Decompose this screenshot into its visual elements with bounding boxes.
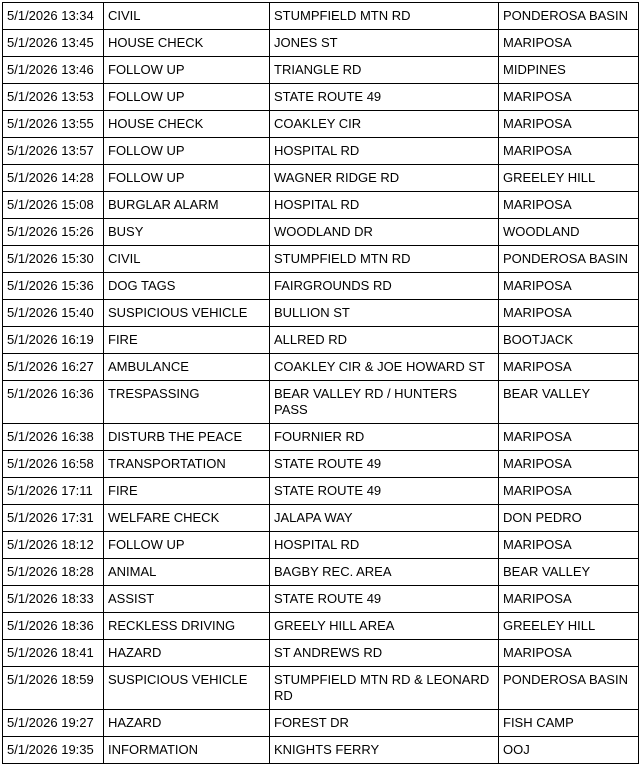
- call-location-cell: COAKLEY CIR & JOE HOWARD ST: [270, 354, 499, 381]
- call-location-cell: STUMPFIELD MTN RD & LEONARD RD: [270, 667, 499, 710]
- table-row: [3, 451, 639, 478]
- call-datetime-cell: 5/1/2026 13:53: [3, 84, 104, 111]
- call-location-cell: BULLION ST: [270, 300, 499, 327]
- call-location-cell: ALLRED RD: [270, 327, 499, 354]
- call-type-cell: RECKLESS DRIVING: [104, 613, 270, 640]
- call-type-cell: TRESPASSING: [104, 381, 270, 424]
- call-type-cell: FOLLOW UP: [104, 532, 270, 559]
- call-location-cell: STATE ROUTE 49: [270, 451, 499, 478]
- call-location-cell: FOURNIER RD: [270, 424, 499, 451]
- call-datetime-cell: 5/1/2026 13:46: [3, 57, 104, 84]
- call-location-cell: COAKLEY CIR: [270, 111, 499, 138]
- call-type-cell: FOLLOW UP: [104, 84, 270, 111]
- call-location-cell: JALAPA WAY: [270, 505, 499, 532]
- call-type-cell: HAZARD: [104, 710, 270, 737]
- table-row: [3, 381, 639, 424]
- call-log-body: [3, 3, 639, 764]
- call-location-cell: ST ANDREWS RD: [270, 640, 499, 667]
- call-datetime-cell: 5/1/2026 16:38: [3, 424, 104, 451]
- call-location-cell: HOSPITAL RD: [270, 532, 499, 559]
- call-area-cell: FISH CAMP: [499, 710, 639, 737]
- call-datetime-cell: 5/1/2026 19:27: [3, 710, 104, 737]
- call-type-cell: HOUSE CHECK: [104, 111, 270, 138]
- call-type-cell: SUSPICIOUS VEHICLE: [104, 300, 270, 327]
- table-row: [3, 219, 639, 246]
- call-location-cell: FOREST DR: [270, 710, 499, 737]
- call-location-cell: STATE ROUTE 49: [270, 84, 499, 111]
- call-datetime-cell: 5/1/2026 15:36: [3, 273, 104, 300]
- table-row: [3, 710, 639, 737]
- call-area-cell: OOJ: [499, 737, 639, 764]
- call-datetime-cell: 5/1/2026 18:36: [3, 613, 104, 640]
- table-row: [3, 246, 639, 273]
- table-row: [3, 111, 639, 138]
- call-datetime-cell: 5/1/2026 16:27: [3, 354, 104, 381]
- call-type-cell: DISTURB THE PEACE: [104, 424, 270, 451]
- call-location-cell: GREELY HILL AREA: [270, 613, 499, 640]
- call-type-cell: TRANSPORTATION: [104, 451, 270, 478]
- table-row: [3, 424, 639, 451]
- call-type-cell: BUSY: [104, 219, 270, 246]
- call-datetime-cell: 5/1/2026 15:08: [3, 192, 104, 219]
- call-type-cell: ASSIST: [104, 586, 270, 613]
- table-row: [3, 586, 639, 613]
- call-area-cell: MARIPOSA: [499, 111, 639, 138]
- table-row: [3, 57, 639, 84]
- call-area-cell: MARIPOSA: [499, 84, 639, 111]
- call-type-cell: SUSPICIOUS VEHICLE: [104, 667, 270, 710]
- table-row: [3, 84, 639, 111]
- call-type-cell: DOG TAGS: [104, 273, 270, 300]
- call-type-cell: WELFARE CHECK: [104, 505, 270, 532]
- call-datetime-cell: 5/1/2026 16:19: [3, 327, 104, 354]
- call-datetime-cell: 5/1/2026 15:26: [3, 219, 104, 246]
- call-area-cell: MARIPOSA: [499, 30, 639, 57]
- call-location-cell: TRIANGLE RD: [270, 57, 499, 84]
- call-datetime-cell: 5/1/2026 15:40: [3, 300, 104, 327]
- call-location-cell: FAIRGROUNDS RD: [270, 273, 499, 300]
- call-datetime-cell: 5/1/2026 16:58: [3, 451, 104, 478]
- table-row: [3, 613, 639, 640]
- call-location-cell: JONES ST: [270, 30, 499, 57]
- call-type-cell: AMBULANCE: [104, 354, 270, 381]
- table-row: [3, 165, 639, 192]
- table-row: [3, 737, 639, 764]
- call-log-table: [2, 2, 639, 764]
- call-type-cell: INFORMATION: [104, 737, 270, 764]
- call-datetime-cell: 5/1/2026 13:45: [3, 30, 104, 57]
- call-area-cell: BEAR VALLEY: [499, 559, 639, 586]
- call-location-cell: WAGNER RIDGE RD: [270, 165, 499, 192]
- call-type-cell: FOLLOW UP: [104, 138, 270, 165]
- call-datetime-cell: 5/1/2026 17:11: [3, 478, 104, 505]
- call-type-cell: FOLLOW UP: [104, 57, 270, 84]
- call-type-cell: HOUSE CHECK: [104, 30, 270, 57]
- call-area-cell: MARIPOSA: [499, 640, 639, 667]
- call-location-cell: STATE ROUTE 49: [270, 478, 499, 505]
- call-datetime-cell: 5/1/2026 13:57: [3, 138, 104, 165]
- table-row: [3, 327, 639, 354]
- call-area-cell: MARIPOSA: [499, 586, 639, 613]
- call-area-cell: MARIPOSA: [499, 532, 639, 559]
- call-area-cell: GREELEY HILL: [499, 165, 639, 192]
- call-datetime-cell: 5/1/2026 14:28: [3, 165, 104, 192]
- table-row: [3, 559, 639, 586]
- call-location-cell: HOSPITAL RD: [270, 192, 499, 219]
- call-location-cell: HOSPITAL RD: [270, 138, 499, 165]
- call-area-cell: PONDEROSA BASIN: [499, 667, 639, 710]
- call-type-cell: FIRE: [104, 478, 270, 505]
- call-datetime-cell: 5/1/2026 18:41: [3, 640, 104, 667]
- call-area-cell: MARIPOSA: [499, 192, 639, 219]
- call-location-cell: STUMPFIELD MTN RD: [270, 3, 499, 30]
- table-row: [3, 532, 639, 559]
- call-area-cell: MARIPOSA: [499, 354, 639, 381]
- call-datetime-cell: 5/1/2026 13:55: [3, 111, 104, 138]
- call-datetime-cell: 5/1/2026 18:28: [3, 559, 104, 586]
- table-row: [3, 640, 639, 667]
- call-type-cell: CIVIL: [104, 246, 270, 273]
- call-datetime-cell: 5/1/2026 19:35: [3, 737, 104, 764]
- call-area-cell: MIDPINES: [499, 57, 639, 84]
- call-area-cell: PONDEROSA BASIN: [499, 246, 639, 273]
- call-type-cell: FIRE: [104, 327, 270, 354]
- call-area-cell: MARIPOSA: [499, 300, 639, 327]
- call-datetime-cell: 5/1/2026 18:33: [3, 586, 104, 613]
- call-area-cell: BOOTJACK: [499, 327, 639, 354]
- table-row: [3, 138, 639, 165]
- call-type-cell: BURGLAR ALARM: [104, 192, 270, 219]
- call-type-cell: CIVIL: [104, 3, 270, 30]
- table-row: [3, 667, 639, 710]
- call-type-cell: ANIMAL: [104, 559, 270, 586]
- call-area-cell: WOODLAND: [499, 219, 639, 246]
- call-datetime-cell: 5/1/2026 18:12: [3, 532, 104, 559]
- table-row: [3, 300, 639, 327]
- call-datetime-cell: 5/1/2026 15:30: [3, 246, 104, 273]
- call-datetime-cell: 5/1/2026 18:59: [3, 667, 104, 710]
- call-location-cell: BAGBY REC. AREA: [270, 559, 499, 586]
- call-type-cell: HAZARD: [104, 640, 270, 667]
- call-area-cell: PONDEROSA BASIN: [499, 3, 639, 30]
- call-area-cell: GREELEY HILL: [499, 613, 639, 640]
- table-row: [3, 192, 639, 219]
- call-area-cell: MARIPOSA: [499, 424, 639, 451]
- call-location-cell: KNIGHTS FERRY: [270, 737, 499, 764]
- table-row: [3, 478, 639, 505]
- table-row: [3, 273, 639, 300]
- call-datetime-cell: 5/1/2026 13:34: [3, 3, 104, 30]
- call-area-cell: DON PEDRO: [499, 505, 639, 532]
- call-location-cell: STUMPFIELD MTN RD: [270, 246, 499, 273]
- call-location-cell: WOODLAND DR: [270, 219, 499, 246]
- table-row: [3, 354, 639, 381]
- call-location-cell: BEAR VALLEY RD / HUNTERS PASS: [270, 381, 499, 424]
- call-area-cell: MARIPOSA: [499, 451, 639, 478]
- call-area-cell: MARIPOSA: [499, 138, 639, 165]
- call-location-cell: STATE ROUTE 49: [270, 586, 499, 613]
- table-row: [3, 30, 639, 57]
- table-row: [3, 505, 639, 532]
- call-type-cell: FOLLOW UP: [104, 165, 270, 192]
- call-datetime-cell: 5/1/2026 16:36: [3, 381, 104, 424]
- call-area-cell: BEAR VALLEY: [499, 381, 639, 424]
- table-row: [3, 3, 639, 30]
- call-area-cell: MARIPOSA: [499, 478, 639, 505]
- call-datetime-cell: 5/1/2026 17:31: [3, 505, 104, 532]
- call-area-cell: MARIPOSA: [499, 273, 639, 300]
